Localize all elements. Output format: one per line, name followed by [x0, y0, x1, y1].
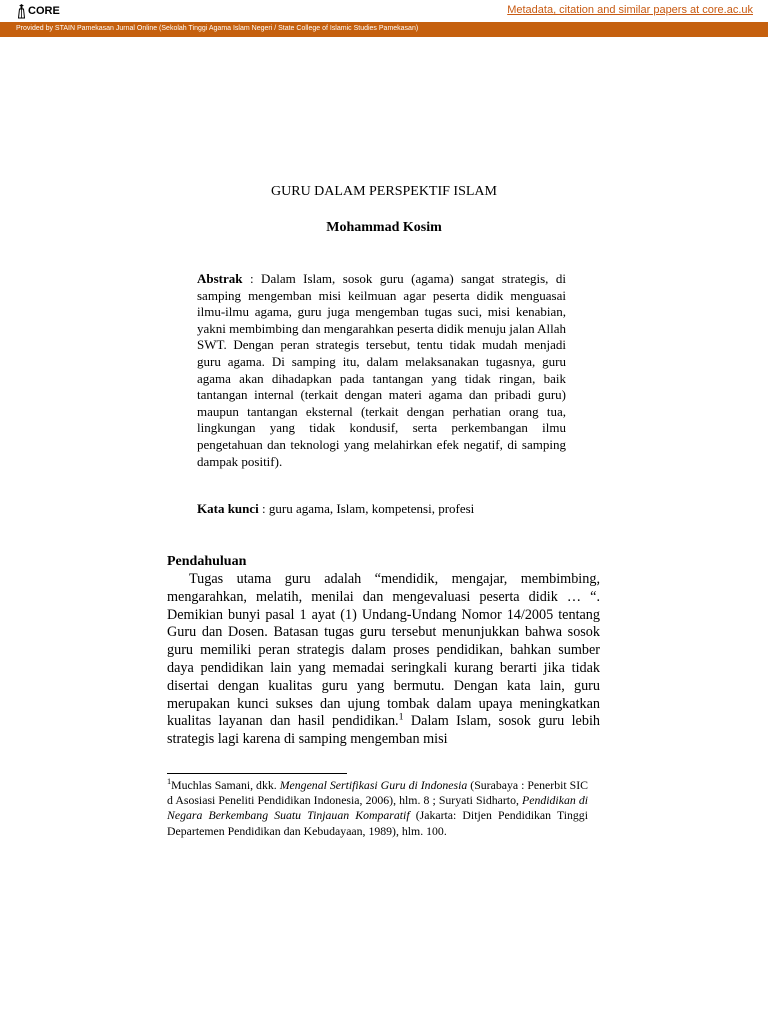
provider-banner	[0, 22, 768, 37]
abstract-label: Abstrak	[197, 271, 243, 286]
core-header-bar	[0, 0, 768, 22]
keywords-label: Kata kunci	[197, 501, 259, 516]
abstract	[197, 271, 566, 470]
section-heading: Pendahuluan	[167, 554, 247, 569]
keywords-text: : guru agama, Islam, kompetensi, profesi	[258, 501, 475, 516]
footnote-divider	[167, 773, 347, 774]
footnote-italic-2: Pendidikan di Negara Berkembang Suatu Tinjauan Komparatif	[167, 793, 588, 823]
core-logo[interactable]	[17, 3, 60, 19]
footnote-italic-1: Mengenal Sertifikasi Guru di Indonesia	[279, 778, 468, 792]
core-tower-icon	[17, 4, 26, 19]
paper-title: GURU DALAM PERSPEKTIF ISLAM	[271, 184, 497, 199]
footnote	[167, 778, 588, 839]
body-paragraph	[167, 571, 600, 749]
footnote-part-1: Muchlas Samani, dkk.	[171, 778, 280, 792]
footnote-part-3: (Jakarta: Ditjen Pendidikan Tinggi Departemen Pendidikan dan Kebudayaan, 1989), hlm. 100.	[167, 808, 588, 838]
paper-author: Mohammad Kosim	[326, 220, 442, 235]
provider-text: Provided by STAIN Pamekasan Jurnal Online (Sekolah Tinggi Agama Islam Negeri / State College of Islamic Studies Pamekasan)	[16, 25, 419, 32]
core-metadata-link[interactable]: Metadata, citation and similar papers at core.ac.uk	[507, 4, 753, 16]
body-text-2: Dalam Islam, sosok guru lebih strategis lagi karena di samping mengemban misi	[167, 713, 600, 748]
footnote-reference[interactable]: 1	[398, 711, 404, 723]
core-logo-text: CORE	[28, 5, 60, 17]
body-text-1: Tugas utama guru adalah “mendidik, mengajar, membimbing, mengarahkan, melatih, menilai dan mengevaluasi peserta didik … “. Demikian bunyi pasal 1 ayat (1) Undang-Undang Nomor 14/2005 tentang Guru dan Dosen. Batasan tugas guru tersebut menunjukkan bahwa sosok guru memiliki peran strategis dalam proses pendidikan, bahkan sumber daya pendidikan lain yang memadai seringkali kurang berarti jika tidak disertai dengan kualitas guru yang bermutu. Dengan kata lain, guru merupakan kunci sukses dan ujung tombak dalam upaya meningkatkan kualitas layanan dan hasil pendidikan.	[167, 571, 600, 730]
abstract-text: : Dalam Islam, sosok guru (agama) sangat strategis, di samping mengemban misi keilmuan agar peserta didik menguasai ilmu-ilmu agama, guru juga mengemban tugas suci, misi kenabian, yakni membimbing dan mengarahkan peserta didik menuju jalan Allah SWT. Dengan peran strategis tersebut, tentu tidak mudah menjadi guru agama. Di samping itu, dalam melaksanakan tugasnya, guru agama akan dihadapkan pada tantangan yang tidak ringan, baik tantangan internal (terkait dengan materi agama dan pribadi guru) maupun tantangan eksternal (terkait dengan perhatian orang tua, lingkungan yang tidak kondusif, serta perkembangan ilmu pengetahuan dan teknologi yang melahirkan efek negatif, di samping dampak positif).	[197, 271, 566, 469]
keywords	[197, 501, 566, 517]
footnote-number: 1	[167, 777, 172, 787]
footnote-part-2: (Surabaya : Penerbit SIC d Asosiasi Peneliti Pendidikan Indonesia, 2006), hlm. 8 ; Suryati Sidharto,	[167, 778, 589, 808]
